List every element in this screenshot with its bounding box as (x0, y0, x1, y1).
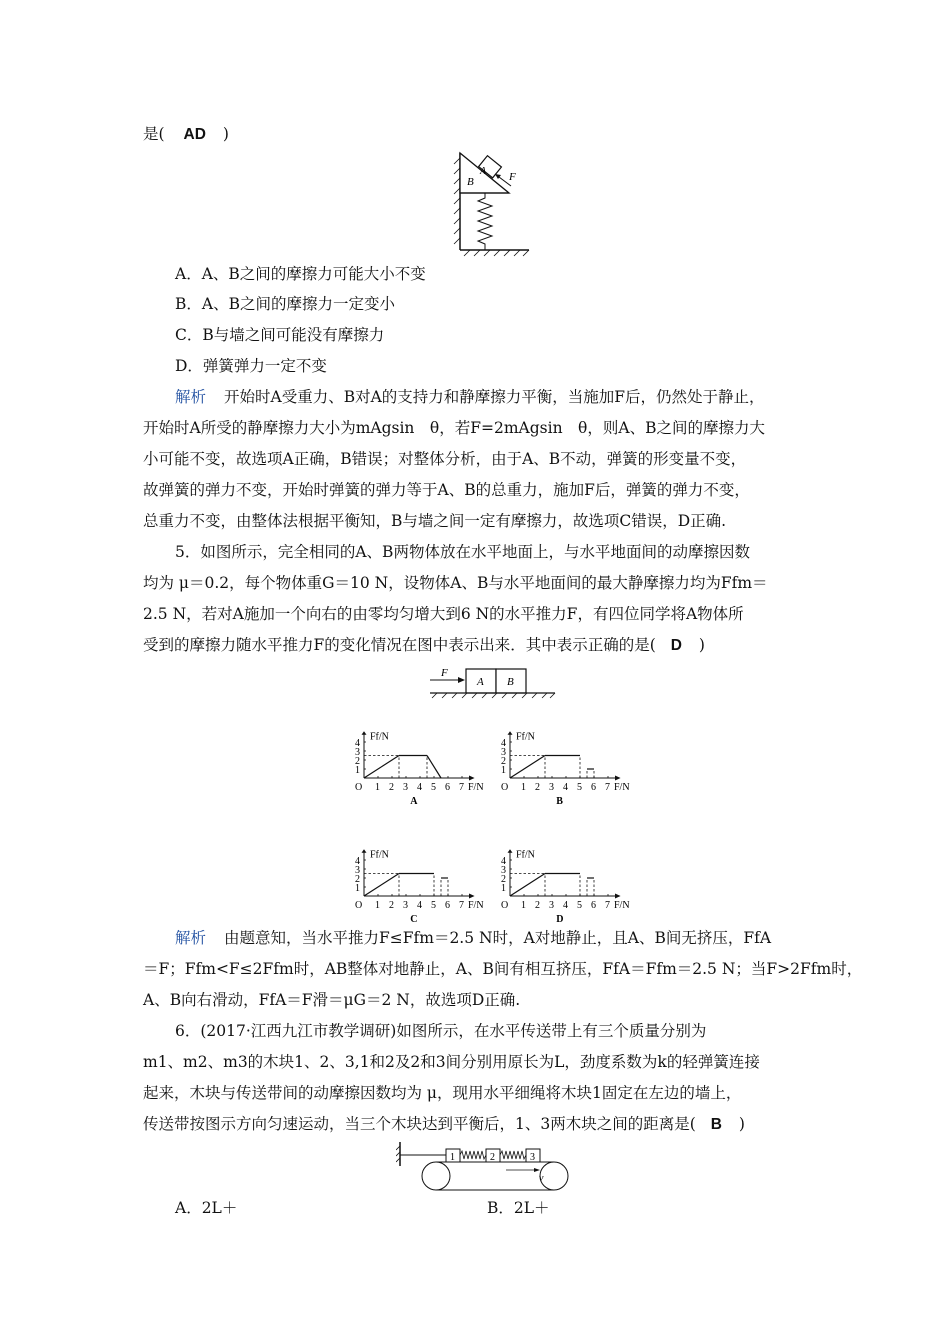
graph-a (350, 702, 490, 808)
q6-stem-line: 6．(2017·江西九江市教学调研)如图所示，在水平传送带上有三个质量分别为 (175, 1022, 707, 1040)
data-segment (510, 874, 545, 897)
q6-stem-line: 起来，木块与传送带间的动摩擦因数均为 μ，现用水平细绳将木块1固定在左边的墙上， (143, 1084, 742, 1102)
x-tick-label: 3 (549, 900, 554, 911)
y-axis-label: Ff/N (370, 731, 389, 743)
q5-analysis-line: ＝F；Ffm<F≤2Ffm时，AB整体对地静止，A、B间有相互挤压，FfA＝Ffm＝2.5 N；当F>2Ffm时， (143, 960, 863, 978)
q6-option-a: A．2L＋ (175, 1199, 238, 1217)
x-tick-label: 1 (375, 782, 380, 793)
y-tick-label: 2 (355, 756, 360, 767)
x-tick-label: 6 (445, 900, 450, 911)
x-tick-label: 2 (535, 900, 540, 911)
x-tick-label: 3 (403, 900, 408, 911)
y-axis-label: Ff/N (516, 849, 535, 861)
x-axis-label: F/N (468, 782, 484, 793)
y-axis-label: Ff/N (370, 849, 389, 861)
y-tick-label: 1 (501, 765, 506, 776)
x-axis-arrow (615, 776, 621, 781)
x-axis-arrow (615, 894, 621, 899)
y-tick-label: 3 (501, 747, 506, 758)
data-segment (364, 874, 399, 897)
y-tick-label: 4 (501, 738, 506, 749)
q5-stem-line: 2.5 N，若对A施加一个向右的由零均匀增大到6 N的水平推力F，有四位同学将A物体所 (143, 605, 744, 623)
q4-fig-label-B: B (467, 176, 474, 188)
x-tick-label: 2 (389, 900, 394, 911)
q4-analysis-line: 总重力不变，由整体法根据平衡知，B与墙之间一定有摩擦力，故选项C错误，D正确. (143, 512, 727, 530)
y-axis-arrow (362, 731, 367, 735)
x-tick-label: O (355, 782, 363, 793)
q6-stem-line: m1、m2、m3的木块1、2、3,1和2及2和3间分别用原长为L，劲度系数为k的轻弹簧连接 (143, 1053, 760, 1071)
x-tick-label: 4 (417, 782, 422, 793)
q4-fig-label-A: A (480, 166, 487, 177)
q4-analysis-line: 小可能不变，故选项A正确，B错误；对整体分析，由于A、B不动，弹簧的形变量不变， (143, 450, 747, 468)
q4-close: ) (222, 125, 229, 143)
x-tick-label: 6 (591, 782, 596, 793)
q6-close: ) (738, 1115, 745, 1133)
q4-analysis-line: 故弹簧的弹力不变，开始时弹簧的弹力等于A、B的总重力，施加F后，弹簧的弹力不变， (143, 481, 750, 499)
q5-setup-label-F: F (441, 667, 448, 679)
x-tick-label: 4 (563, 900, 568, 911)
y-tick-label: 2 (355, 874, 360, 885)
x-tick-label: 4 (563, 782, 568, 793)
x-tick-label: 5 (431, 782, 436, 793)
y-tick-label: 2 (501, 874, 506, 885)
graph-caption: A (410, 796, 418, 807)
q4-analysis-line: 开始时A受重力、B对A的支持力和静摩擦力平衡，当施加F后，仍然处于静止， (224, 388, 765, 406)
q4-stem-end: 是( (143, 125, 165, 143)
y-axis-label: Ff/N (516, 731, 535, 743)
q4-analysis-label: 解析 (175, 388, 207, 406)
q5-stem-line: 均为 μ＝0.2，每个物体重G＝10 N，设物体A、B与水平地面间的最大静摩擦力均为Ffm＝ (143, 574, 768, 592)
q6-option-b: B．2L＋ (487, 1199, 550, 1217)
y-tick-label: 4 (355, 738, 360, 749)
q5-analysis-line: 由题意知，当水平推力F≤Ffm＝2.5 N时，A对地静止，且A、B间无挤压，FfA (224, 929, 772, 947)
x-tick-label: 2 (535, 782, 540, 793)
x-axis-label: F/N (614, 782, 630, 793)
x-axis-arrow (469, 894, 475, 899)
y-tick-label: 1 (355, 765, 360, 776)
q6-stem-line: 传送带按图示方向匀速运动，当三个木块达到平衡后，1、3两木块之间的距离是( (143, 1115, 696, 1133)
x-tick-label: 2 (389, 782, 394, 793)
x-tick-label: 1 (521, 782, 526, 793)
x-tick-label: O (501, 900, 509, 911)
conveyor-figure (396, 1140, 571, 1196)
q4-answer: AD (183, 126, 206, 143)
block-2-label: 2 (490, 1152, 495, 1163)
graph-b (496, 702, 636, 808)
y-tick-label: 1 (501, 883, 506, 894)
x-tick-label: 7 (459, 900, 464, 911)
q4-analysis-line: 开始时A所受的静摩擦力大小为mAgsin θ，若F=2mAgsin θ，则A、B之间的摩擦力大 (143, 419, 765, 437)
data-segment (510, 756, 545, 779)
y-axis-arrow (508, 731, 513, 735)
block-3-label: 3 (530, 1152, 535, 1163)
q5-setup-label-B: B (507, 676, 514, 688)
y-tick-label: 4 (355, 856, 360, 867)
y-tick-label: 4 (501, 856, 506, 867)
y-tick-label: 1 (355, 883, 360, 894)
y-tick-label: 2 (501, 756, 506, 767)
x-tick-label: 3 (549, 782, 554, 793)
graph-c (350, 820, 490, 926)
graph-caption: B (556, 796, 563, 807)
q5-analysis-label: 解析 (175, 929, 207, 947)
data-segment (427, 756, 441, 779)
x-tick-label: 4 (417, 900, 422, 911)
x-tick-label: 7 (605, 900, 610, 911)
y-tick-label: 3 (501, 865, 506, 876)
q4-option-d: D．弹簧弹力一定不变 (175, 357, 327, 375)
x-tick-label: 1 (521, 900, 526, 911)
q5-answer: D (670, 637, 682, 654)
q4-option-a: A．A、B之间的摩擦力可能大小不变 (175, 265, 426, 283)
x-tick-label: 5 (431, 900, 436, 911)
data-segment (364, 756, 399, 779)
y-tick-label: 3 (355, 747, 360, 758)
x-tick-label: 3 (403, 782, 408, 793)
q4-fig-label-F: F (509, 171, 516, 183)
v-label: v (539, 1173, 544, 1184)
x-tick-label: 6 (445, 782, 450, 793)
x-tick-label: 5 (577, 782, 582, 793)
x-tick-label: 5 (577, 900, 582, 911)
y-axis-arrow (508, 849, 513, 853)
q5-analysis-line: A、B向右滑动，FfA＝F滑＝μG＝2 N，故选项D正确. (143, 991, 521, 1009)
x-tick-label: 6 (591, 900, 596, 911)
graph-caption: C (410, 914, 418, 925)
graph-caption: D (556, 914, 564, 925)
q6-answer: B (710, 1116, 722, 1133)
x-axis-label: F/N (468, 900, 484, 911)
x-axis-label: F/N (614, 900, 630, 911)
x-axis-arrow (469, 776, 475, 781)
q5-close: ) (698, 636, 705, 654)
graph-d (496, 820, 636, 926)
x-tick-label: 1 (375, 900, 380, 911)
x-tick-label: O (355, 900, 363, 911)
block-1-label: 1 (450, 1152, 455, 1163)
y-tick-label: 3 (355, 865, 360, 876)
q5-setup-label-A: A (477, 676, 484, 688)
y-axis-arrow (362, 849, 367, 853)
x-tick-label: O (501, 782, 509, 793)
q5-stem-line: 受到的摩擦力随水平推力F的变化情况在图中表示出来．其中表示正确的是( (143, 636, 656, 654)
q4-option-c: C．B与墙之间可能没有摩擦力 (175, 326, 385, 344)
x-tick-label: 7 (459, 782, 464, 793)
q5-setup-figure (425, 664, 560, 700)
q4-option-b: B．A、B之间的摩擦力一定变小 (175, 295, 395, 313)
q5-stem-line: 5．如图所示，完全相同的A、B两物体放在水平地面上，与水平地面间的动摩擦因数 (175, 543, 750, 561)
q4-figure (445, 150, 535, 260)
x-tick-label: 7 (605, 782, 610, 793)
